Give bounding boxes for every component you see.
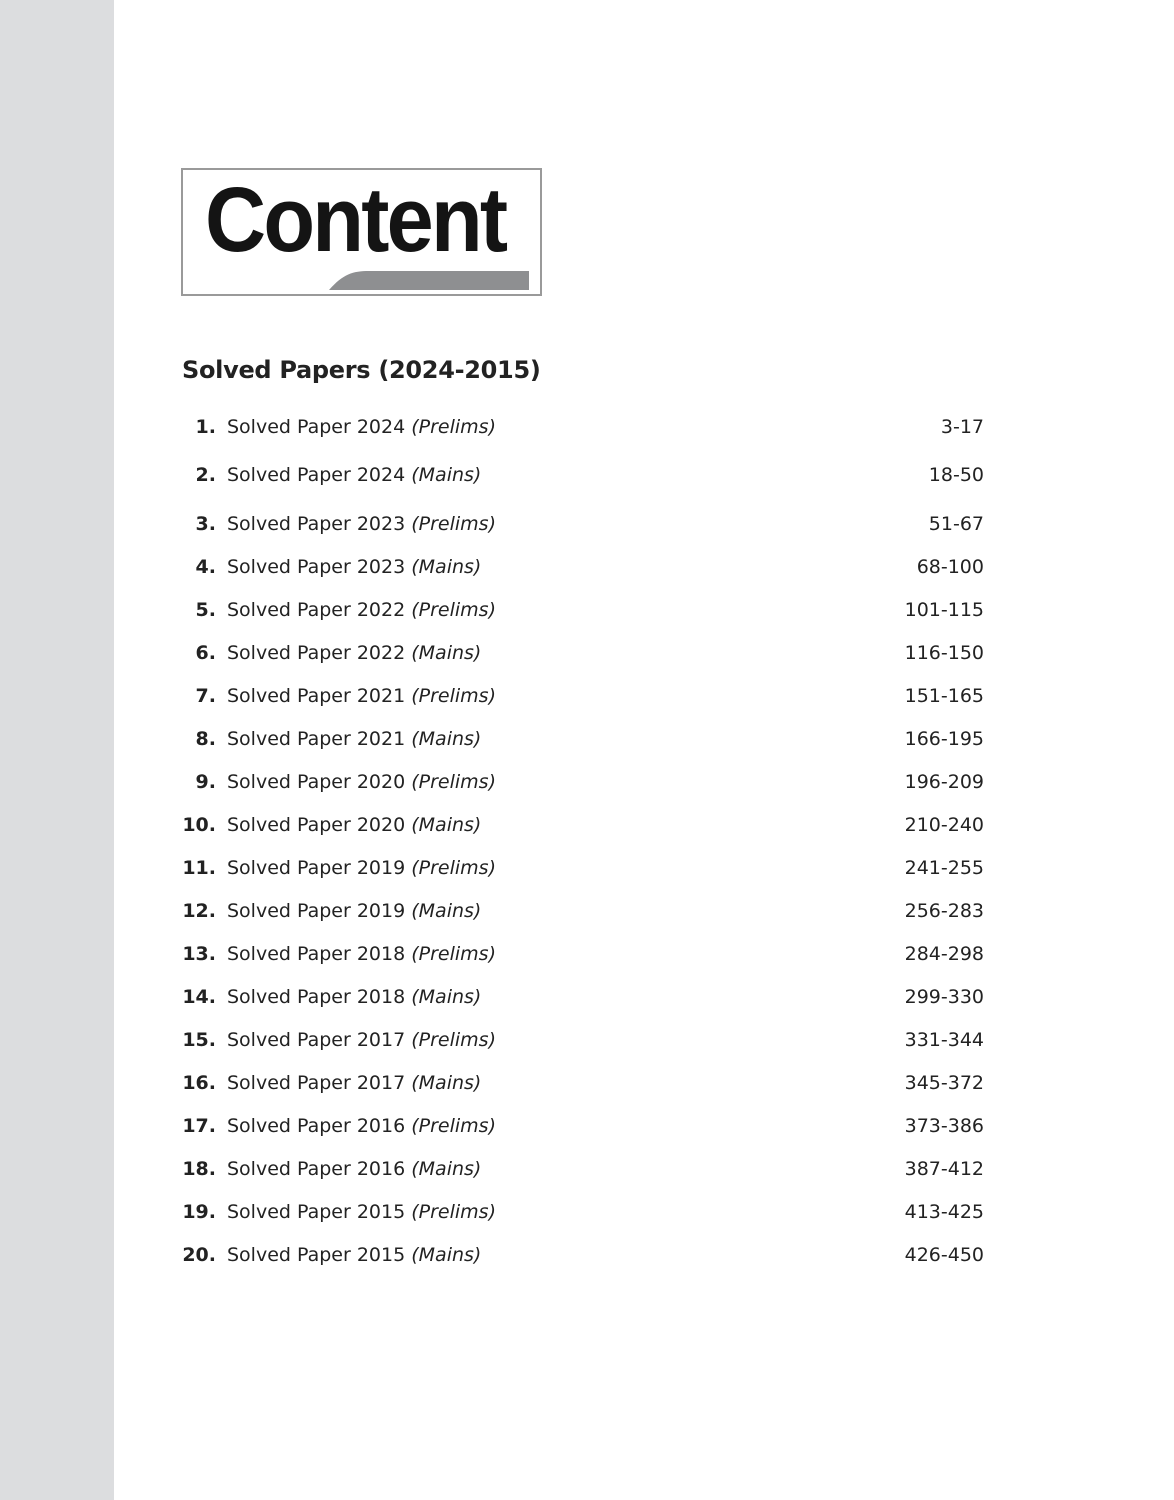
toc-label: Solved Paper 2015 — [227, 1201, 406, 1223]
toc-type: (Mains) — [411, 642, 482, 664]
toc-pages: 51-67 — [928, 513, 984, 535]
toc-pages: 284-298 — [904, 943, 984, 965]
toc-type: (Mains) — [411, 986, 482, 1008]
toc-label: Solved Paper 2021 — [227, 728, 406, 750]
toc-row[interactable] — [170, 1241, 984, 1269]
toc-number: 7. — [195, 685, 216, 707]
toc-entry-title — [227, 1112, 496, 1140]
toc-pages: 3-17 — [940, 416, 984, 438]
toc-entry-title — [227, 768, 496, 796]
toc-type: (Mains) — [411, 1158, 482, 1180]
toc-number: 8. — [195, 728, 216, 750]
toc-type: (Mains) — [411, 814, 482, 836]
toc-row[interactable] — [170, 639, 984, 667]
toc-row[interactable] — [170, 940, 984, 968]
toc-label: Solved Paper 2016 — [227, 1158, 406, 1180]
toc-label: Solved Paper 2015 — [227, 1244, 406, 1266]
toc-pages: 299-330 — [904, 986, 984, 1008]
toc-pages: 331-344 — [904, 1029, 984, 1051]
toc-row[interactable] — [170, 983, 984, 1011]
toc-row[interactable] — [170, 553, 984, 581]
toc-label: Solved Paper 2018 — [227, 986, 406, 1008]
toc-entry-title — [227, 639, 481, 667]
toc-entry-title — [227, 1155, 481, 1183]
toc-entry-title — [227, 1069, 481, 1097]
toc-entry-title — [227, 811, 481, 839]
toc-entry-title — [227, 1198, 496, 1226]
toc-row[interactable] — [170, 413, 984, 441]
toc-number: 17. — [182, 1115, 216, 1137]
toc-number: 12. — [182, 900, 216, 922]
toc-pages: 256-283 — [904, 900, 984, 922]
toc-row[interactable] — [170, 768, 984, 796]
toc-label: Solved Paper 2020 — [227, 814, 406, 836]
toc-type: (Prelims) — [411, 943, 496, 965]
toc-type: (Prelims) — [411, 1115, 496, 1137]
toc-label: Solved Paper 2016 — [227, 1115, 406, 1137]
toc-entry-title — [227, 897, 481, 925]
toc-label: Solved Paper 2022 — [227, 599, 406, 621]
toc-number: 4. — [195, 556, 216, 578]
toc-label: Solved Paper 2023 — [227, 513, 406, 535]
toc-entry-title — [227, 553, 481, 581]
toc-pages: 387-412 — [904, 1158, 984, 1180]
toc-entry-title — [227, 461, 481, 489]
toc-number: 6. — [195, 642, 216, 664]
toc-pages: 413-425 — [904, 1201, 984, 1223]
toc-number: 18. — [182, 1158, 216, 1180]
toc-number: 3. — [195, 513, 216, 535]
toc-number: 20. — [182, 1244, 216, 1266]
toc-label: Solved Paper 2018 — [227, 943, 406, 965]
page-margin-strip — [0, 0, 114, 1500]
toc-pages: 241-255 — [904, 857, 984, 879]
toc-entry-title — [227, 1026, 496, 1054]
toc-row[interactable] — [170, 897, 984, 925]
page-title: Content — [205, 169, 506, 271]
toc-row[interactable] — [170, 725, 984, 753]
toc-type: (Mains) — [411, 1244, 482, 1266]
toc-label: Solved Paper 2019 — [227, 857, 406, 879]
toc-entry-title — [227, 596, 496, 624]
toc-row[interactable] — [170, 596, 984, 624]
toc-type: (Prelims) — [411, 513, 496, 535]
toc-number: 15. — [182, 1029, 216, 1051]
toc-number: 14. — [182, 986, 216, 1008]
toc-type: (Prelims) — [411, 771, 496, 793]
toc-row[interactable] — [170, 461, 984, 489]
toc-entry-title — [227, 983, 481, 1011]
toc-number: 10. — [182, 814, 216, 836]
toc-pages: 196-209 — [904, 771, 984, 793]
toc-label: Solved Paper 2024 — [227, 464, 406, 486]
toc-label: Solved Paper 2017 — [227, 1029, 406, 1051]
toc-entry-title — [227, 510, 496, 538]
toc-pages: 373-386 — [904, 1115, 984, 1137]
toc-number: 16. — [182, 1072, 216, 1094]
toc-pages: 210-240 — [904, 814, 984, 836]
toc-pages: 101-115 — [904, 599, 984, 621]
toc-type: (Prelims) — [411, 857, 496, 879]
toc-entry-title — [227, 725, 481, 753]
toc-label: Solved Paper 2024 — [227, 416, 406, 438]
toc-pages: 151-165 — [904, 685, 984, 707]
toc-entry-title — [227, 854, 496, 882]
toc-pages: 166-195 — [904, 728, 984, 750]
toc-pages: 426-450 — [904, 1244, 984, 1266]
toc-row[interactable] — [170, 1112, 984, 1140]
toc-entry-title — [227, 682, 496, 710]
toc-type: (Prelims) — [411, 685, 496, 707]
toc-number: 9. — [195, 771, 216, 793]
toc-number: 19. — [182, 1201, 216, 1223]
toc-label: Solved Paper 2022 — [227, 642, 406, 664]
toc-number: 1. — [195, 416, 216, 438]
toc-type: (Prelims) — [411, 599, 496, 621]
toc-pages: 68-100 — [916, 556, 984, 578]
toc-type: (Mains) — [411, 1072, 482, 1094]
toc-row[interactable] — [170, 811, 984, 839]
toc-label: Solved Paper 2017 — [227, 1072, 406, 1094]
toc-label: Solved Paper 2019 — [227, 900, 406, 922]
toc-type: (Prelims) — [411, 416, 496, 438]
toc-entry-title — [227, 1241, 481, 1269]
section-heading: Solved Papers (2024-2015) — [182, 356, 541, 384]
toc-type: (Mains) — [411, 900, 482, 922]
toc-pages: 18-50 — [928, 464, 984, 486]
toc-pages: 345-372 — [904, 1072, 984, 1094]
toc-label: Solved Paper 2023 — [227, 556, 406, 578]
toc-entry-title — [227, 413, 496, 441]
toc-entry-title — [227, 940, 496, 968]
toc-type: (Prelims) — [411, 1201, 496, 1223]
toc-type: (Prelims) — [411, 1029, 496, 1051]
toc-type: (Mains) — [411, 556, 482, 578]
toc-row[interactable] — [170, 510, 984, 538]
toc-label: Solved Paper 2021 — [227, 685, 406, 707]
toc-row[interactable] — [170, 1026, 984, 1054]
toc-row[interactable] — [170, 1069, 984, 1097]
toc-row[interactable] — [170, 1155, 984, 1183]
content-title-box — [181, 168, 542, 296]
toc-row[interactable] — [170, 1198, 984, 1226]
toc-type: (Mains) — [411, 464, 482, 486]
toc-pages: 116-150 — [904, 642, 984, 664]
toc-number: 13. — [182, 943, 216, 965]
toc-type: (Mains) — [411, 728, 482, 750]
toc-row[interactable] — [170, 682, 984, 710]
toc-number: 11. — [182, 857, 216, 879]
toc-number: 2. — [195, 464, 216, 486]
toc-row[interactable] — [170, 854, 984, 882]
toc-label: Solved Paper 2020 — [227, 771, 406, 793]
toc-number: 5. — [195, 599, 216, 621]
